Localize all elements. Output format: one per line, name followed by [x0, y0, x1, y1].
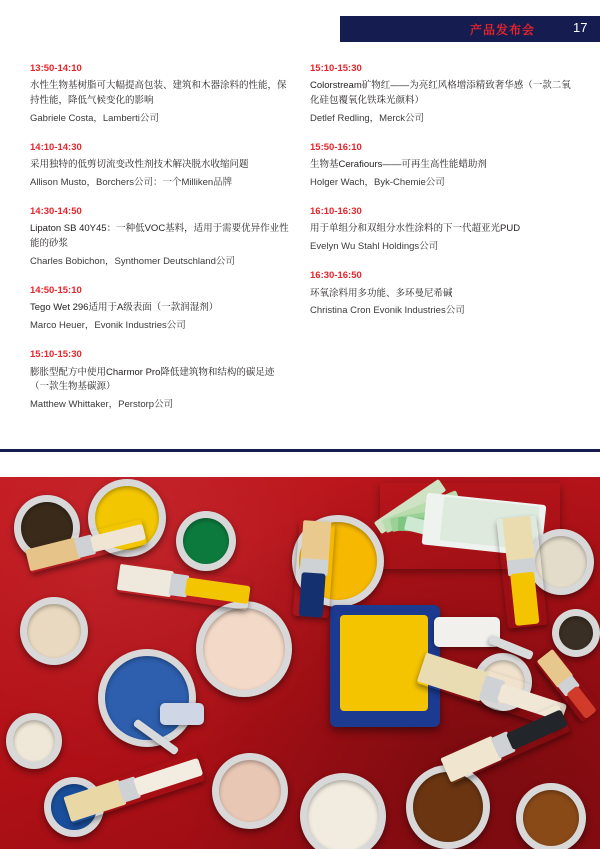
schedule-column-left: [30, 62, 292, 427]
session-speaker: Evelyn Wu Stahl Holdings公司: [310, 241, 439, 253]
session-speaker: Charles Bobichon，Synthomer Deutschland公司: [30, 255, 235, 267]
session-speaker: Gabriele Costa，Lamberti公司: [30, 112, 159, 124]
paint-can: [20, 597, 88, 665]
session-time: 15:10-15:30: [310, 63, 362, 74]
session-title: 采用独特的低剪切流变改性剂技术解决脱水收缩问题: [30, 159, 249, 171]
paint-can: [212, 753, 288, 829]
session-entry: [310, 141, 572, 190]
paint-can: [196, 601, 292, 697]
page-section-title: 产品发布会: [470, 23, 536, 37]
session-title: Tego Wet 296适用于A级表面（一款润湿剂）: [30, 302, 219, 314]
paint-can: [6, 713, 62, 769]
paint-can: [176, 511, 236, 571]
paint-can: [300, 773, 386, 849]
session-entry: [30, 284, 292, 333]
session-title: 用于单组分和双组分水性涂料的下一代超亚光PUD: [310, 223, 521, 235]
session-time: 13:50-14:10: [30, 63, 82, 74]
session-speaker: Marco Heuer，Evonik Industries公司: [30, 320, 186, 332]
paint-can: [552, 609, 600, 657]
paint-supplies-photo: [0, 477, 600, 849]
session-entry: [30, 141, 292, 190]
session-entry: [310, 269, 572, 318]
session-entry: [30, 205, 292, 269]
session-title: 水性生物基树脂可大幅提高包装、建筑和木器涂料的性能，保持性能，降低气候变化的影响: [30, 80, 287, 106]
session-entry: [310, 205, 572, 254]
page-header: [0, 0, 600, 48]
paint-roller: [160, 703, 204, 725]
session-speaker: Matthew Whittaker，Perstorp公司: [30, 399, 174, 410]
session-time: 14:50-15:10: [30, 285, 82, 297]
session-title: 膨胀型配方中使用Charmor Pro降低建筑物和结构的碳足迹（一款生物基碳源）: [30, 366, 275, 393]
section-divider: [0, 449, 600, 452]
session-speaker: Allison Musto，Borchers公司：一个Milliken品牌: [30, 176, 233, 188]
session-time: 15:10-15:30: [30, 349, 82, 361]
schedule-columns: [0, 62, 600, 452]
session-title: 环氧涂料用多功能、多环曼尼希碱: [310, 287, 453, 299]
session-entry: [310, 62, 572, 126]
session-speaker: Holger Wach，Byk-Chemie公司: [310, 176, 445, 188]
schedule-column-right: [310, 62, 572, 334]
session-entry: [30, 62, 292, 126]
session-time: 14:30-14:50: [30, 206, 82, 218]
page-number: 17: [573, 20, 588, 35]
session-title: Lipaton SB 40Y45：一种低VOC基料，适用于需要优异作业性能的砂浆: [30, 223, 289, 250]
session-title: 生物基Cerafiours——可再生高性能蜡助剂: [310, 159, 487, 171]
session-entry: [30, 348, 292, 412]
session-time: 16:30-16:50: [310, 270, 362, 282]
session-title: Colorstream矿物红——为亮红风格增添精致奢华感（一款二氧化硅包覆氧化铁珠光颜料）: [310, 80, 571, 106]
session-time: 16:10-16:30: [310, 206, 362, 218]
session-speaker: Detlef Redling，Merck公司: [310, 112, 425, 124]
session-time: 15:50-16:10: [310, 141, 362, 153]
paint-brush: [293, 520, 336, 618]
session-time: 14:10-14:30: [30, 141, 82, 153]
paint-can: [516, 783, 586, 849]
session-speaker: Christina Cron Evonik Industries公司: [310, 305, 465, 317]
